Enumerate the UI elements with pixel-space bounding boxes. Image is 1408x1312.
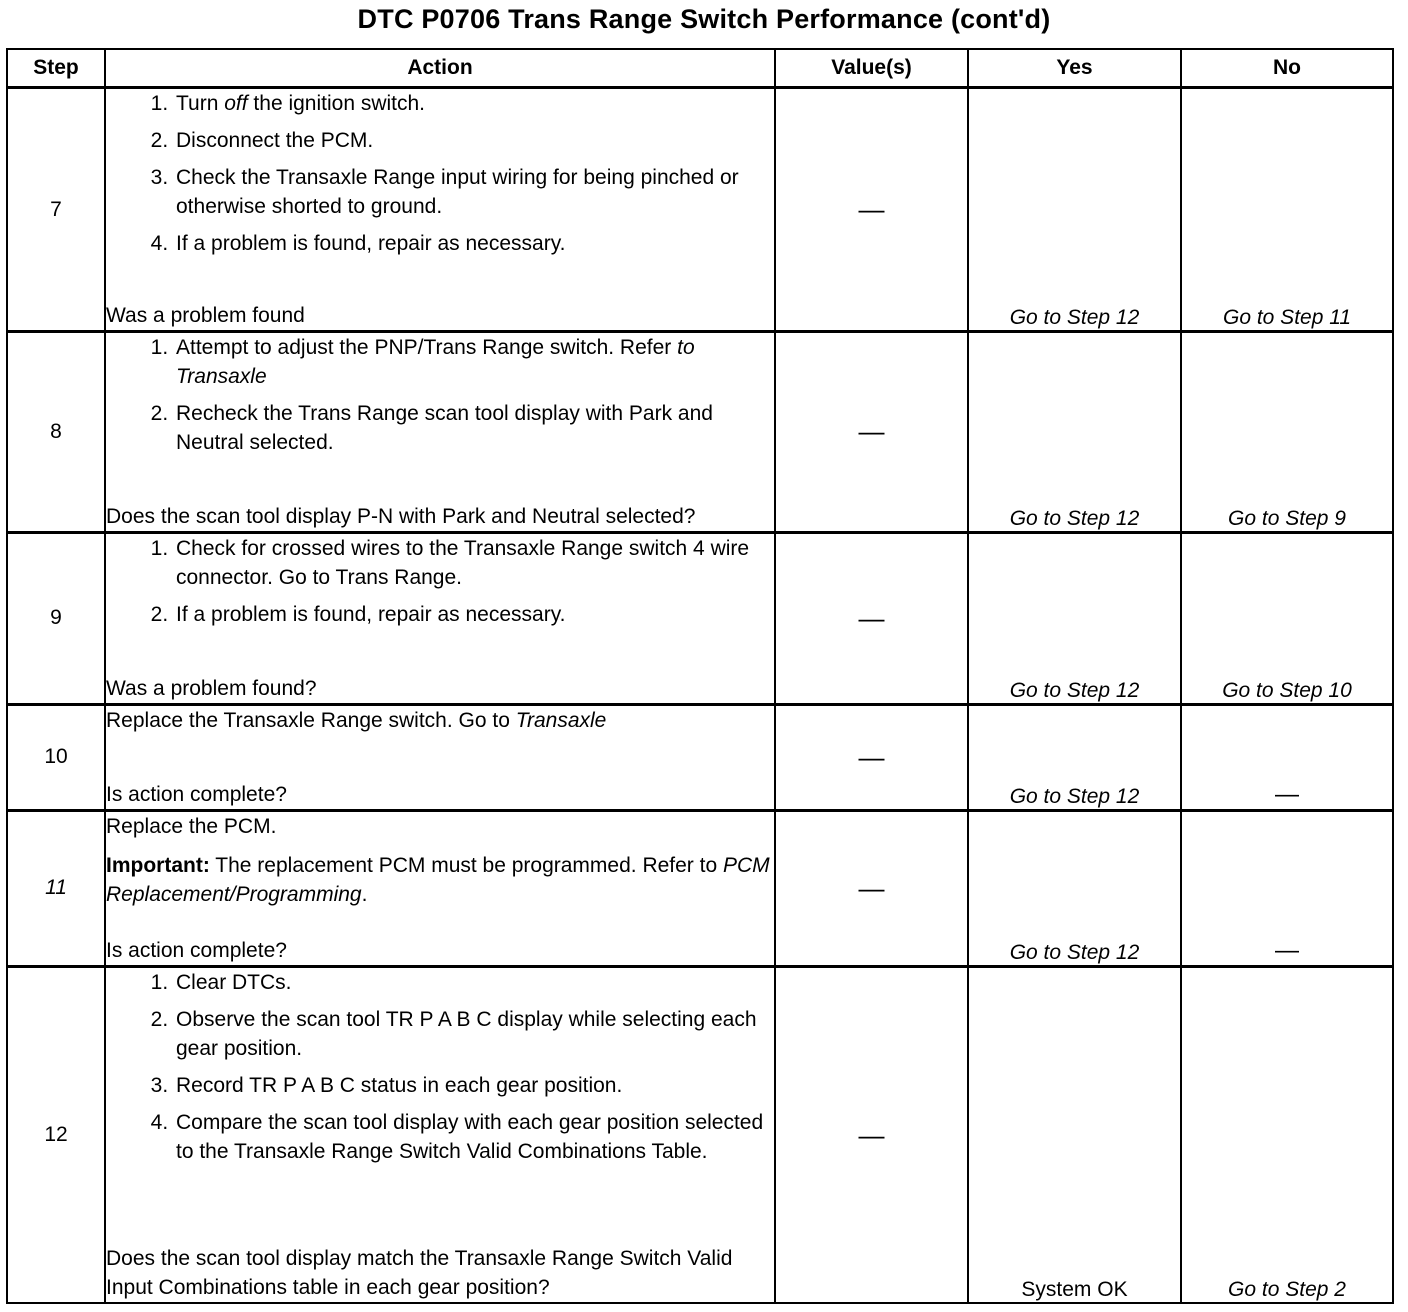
header-action: Action (105, 49, 775, 88)
step-number: 7 (7, 88, 105, 332)
action-steps (106, 89, 774, 266)
action-text: Replace the Transaxle Range switch. Go to Transaxle (106, 708, 607, 732)
table-row-step-12 (7, 967, 1393, 1303)
yes-cell: Go to Step 12 (968, 704, 1181, 810)
header-yes: Yes (968, 49, 1181, 88)
yes-cell: Go to Step 12 (968, 810, 1181, 966)
header-row (7, 49, 1393, 88)
action-step: 3. Check the Transaxle Range input wiring for being pinched or otherwise shorted to ground. (174, 163, 774, 221)
value-cell: — (775, 967, 968, 1303)
action-step: 4. If a problem is found, repair as necessary. (174, 229, 774, 258)
value-cell: — (775, 332, 968, 532)
no-cell: Go to Step 11 (1181, 88, 1393, 332)
value-cell: — (775, 704, 968, 810)
value-cell: — (775, 532, 968, 704)
action-step: 1. Clear DTCs. (174, 968, 774, 997)
no-cell: — (1181, 810, 1393, 966)
table-row-step-10 (7, 704, 1393, 810)
table-row-step-9 (7, 532, 1393, 704)
action-steps (106, 333, 774, 457)
action-steps (106, 534, 774, 637)
no-cell: Go to Step 10 (1181, 532, 1393, 704)
important-note: Important: The replacement PCM must be programmed. Refer to PCM Replacement/Programming. (106, 853, 770, 906)
action-step: 2. If a problem is found, repair as necessary. (174, 600, 774, 629)
action-step: 2. Observe the scan tool TR P A B C display while selecting each gear position. (174, 1005, 774, 1063)
value-cell: — (775, 88, 968, 332)
action-cell (105, 332, 775, 532)
action-step: 1. Attempt to adjust the PNP/Trans Range switch. Refer to Transaxle (174, 333, 774, 391)
action-question: Is action complete? (106, 782, 287, 806)
step-number: 8 (7, 332, 105, 532)
no-cell: — (1181, 704, 1393, 810)
action-cell (105, 532, 775, 704)
step-number: 10 (7, 704, 105, 810)
action-cell (105, 704, 775, 810)
action-cell (105, 810, 775, 966)
header-no: No (1181, 49, 1393, 88)
action-text: Replace the PCM. (106, 814, 277, 838)
action-question: Was a problem found? (106, 676, 317, 700)
yes-cell: Go to Step 12 (968, 332, 1181, 532)
step-number: 9 (7, 532, 105, 704)
action-step: 1. Turn off the ignition switch. (174, 89, 774, 118)
step-number: 12 (7, 967, 105, 1303)
table-row-step-11 (7, 810, 1393, 966)
table-row-step-7 (7, 88, 1393, 332)
value-cell: — (775, 810, 968, 966)
action-step: 3. Record TR P A B C status in each gear position. (174, 1071, 774, 1100)
yes-cell: Go to Step 12 (968, 88, 1181, 332)
action-question: Was a problem found (106, 304, 305, 328)
action-step: 2. Recheck the Trans Range scan tool display with Park and Neutral selected. (174, 399, 774, 457)
step-number: 11 (7, 810, 105, 966)
table-row-step-8 (7, 332, 1393, 532)
action-step: 2. Disconnect the PCM. (174, 126, 774, 155)
page-title: DTC P0706 Trans Range Switch Performance (cont'd) (357, 4, 1051, 34)
action-question: Does the scan tool display P-N with Park and Neutral selected? (106, 504, 696, 528)
no-cell: Go to Step 2 (1181, 967, 1393, 1303)
action-cell (105, 967, 775, 1303)
action-steps (106, 968, 774, 1166)
action-step: 4. Compare the scan tool display with each gear position selected to the Transaxle Range Switch Valid Combinations Table. (174, 1108, 774, 1166)
header-step: Step (7, 49, 105, 88)
action-cell (105, 88, 775, 332)
yes-cell: System OK (968, 967, 1181, 1303)
yes-cell: Go to Step 12 (968, 532, 1181, 704)
no-cell: Go to Step 9 (1181, 332, 1393, 532)
action-step: 1. Check for crossed wires to the Transaxle Range switch 4 wire connector. Go to Trans Range. (174, 534, 774, 592)
diagnostic-table (6, 48, 1394, 1304)
action-question: Does the scan tool display match the Transaxle Range Switch Valid Input Combinations table in each gear position? (106, 1247, 733, 1299)
header-values: Value(s) (775, 49, 968, 88)
action-question: Is action complete? (106, 939, 287, 963)
